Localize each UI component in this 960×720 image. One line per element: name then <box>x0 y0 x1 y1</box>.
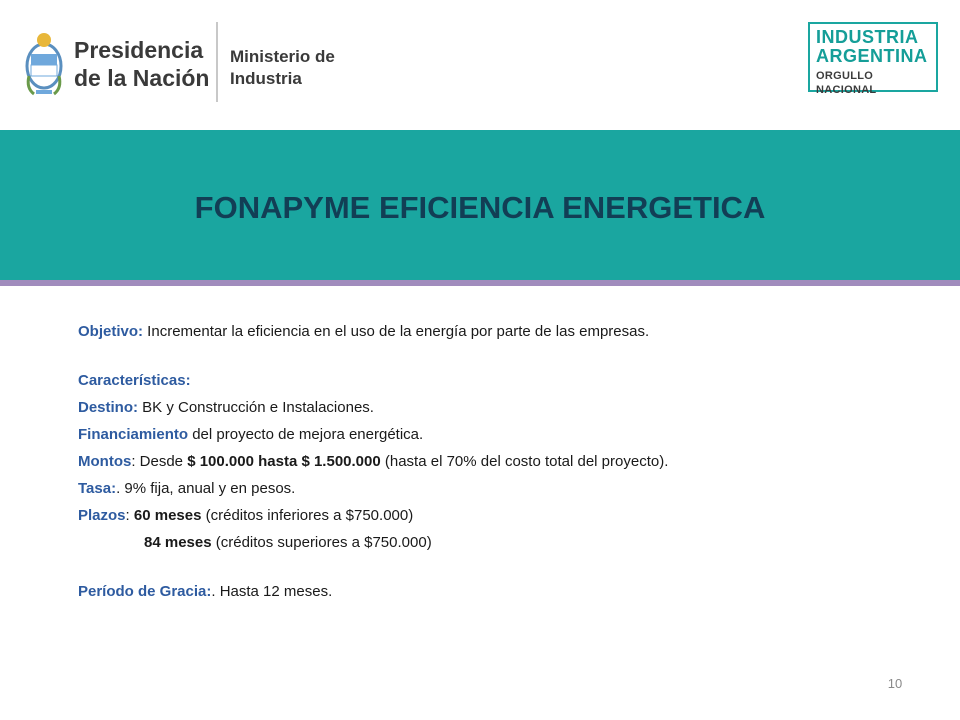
coat-of-arms-icon <box>22 26 66 100</box>
banner-accent-line <box>0 280 960 286</box>
plazos-row-2 <box>78 529 938 556</box>
gracia-label: Período de Gracia: <box>78 583 212 600</box>
plazos-label: Plazos <box>78 507 126 524</box>
montos-text: (hasta el 70% del costo total del proyecto). <box>380 453 669 470</box>
destino-row <box>78 394 938 421</box>
tasa-label: Tasa: <box>78 480 117 497</box>
montos-sep: : Desde <box>131 453 188 470</box>
presidencia-line-2: de la Nación <box>74 65 210 91</box>
industria-argentina-logo <box>808 22 938 96</box>
plazo-2-text: (créditos superiores a $750.000) <box>211 534 432 551</box>
presidencia-text <box>74 36 209 92</box>
caracteristicas-label: Características: <box>78 372 191 389</box>
gracia-text: . Hasta 12 meses. <box>211 583 333 600</box>
tasa-text: . 9% fija, anual y en pesos. <box>116 480 296 497</box>
caracteristicas-row <box>78 367 938 394</box>
plazo-1-value: 60 meses <box>133 507 202 524</box>
tasa-row <box>78 475 938 502</box>
industria-line-3: ORGULLO NACIONAL <box>816 70 877 96</box>
objetivo-row <box>78 318 938 345</box>
destino-text: BK y Construcción e Instalaciones. <box>138 399 374 416</box>
plazo-1-text: (créditos inferiores a $750.000) <box>201 507 414 524</box>
industria-line-1: INDUSTRIA <box>816 27 919 47</box>
plazos-row <box>78 502 938 529</box>
financiamiento-row <box>78 421 938 448</box>
gracia-row <box>78 578 938 605</box>
industria-line-2: ARGENTINA <box>816 46 928 66</box>
slide-title: FONAPYME EFICIENCIA ENERGETICA <box>194 190 766 225</box>
montos-row <box>78 448 938 475</box>
presidencia-logo <box>22 22 362 104</box>
destino-label: Destino: <box>78 399 138 416</box>
objetivo-label: Objetivo: <box>78 323 144 340</box>
presidencia-line-1: Presidencia <box>74 37 204 63</box>
ministerio-line-1: Ministerio de <box>230 47 335 66</box>
slide-content <box>78 318 938 605</box>
financiamiento-label: Financiamiento <box>78 426 189 443</box>
objetivo-text: Incrementar la eficiencia en el uso de la energía por parte de las empresas. <box>143 323 650 340</box>
montos-label: Montos <box>78 453 132 470</box>
financiamiento-text: del proyecto de mejora energética. <box>188 426 424 443</box>
montos-range: $ 100.000 hasta $ 1.500.000 <box>187 453 381 470</box>
slide-header <box>0 0 960 130</box>
plazo-2-value: 84 meses <box>144 534 212 551</box>
logo-divider <box>216 22 218 102</box>
plazos-sep: : <box>125 507 134 524</box>
ministerio-text <box>230 46 335 90</box>
ministerio-line-2: Industria <box>230 69 302 88</box>
page-number: 10 <box>887 676 903 691</box>
